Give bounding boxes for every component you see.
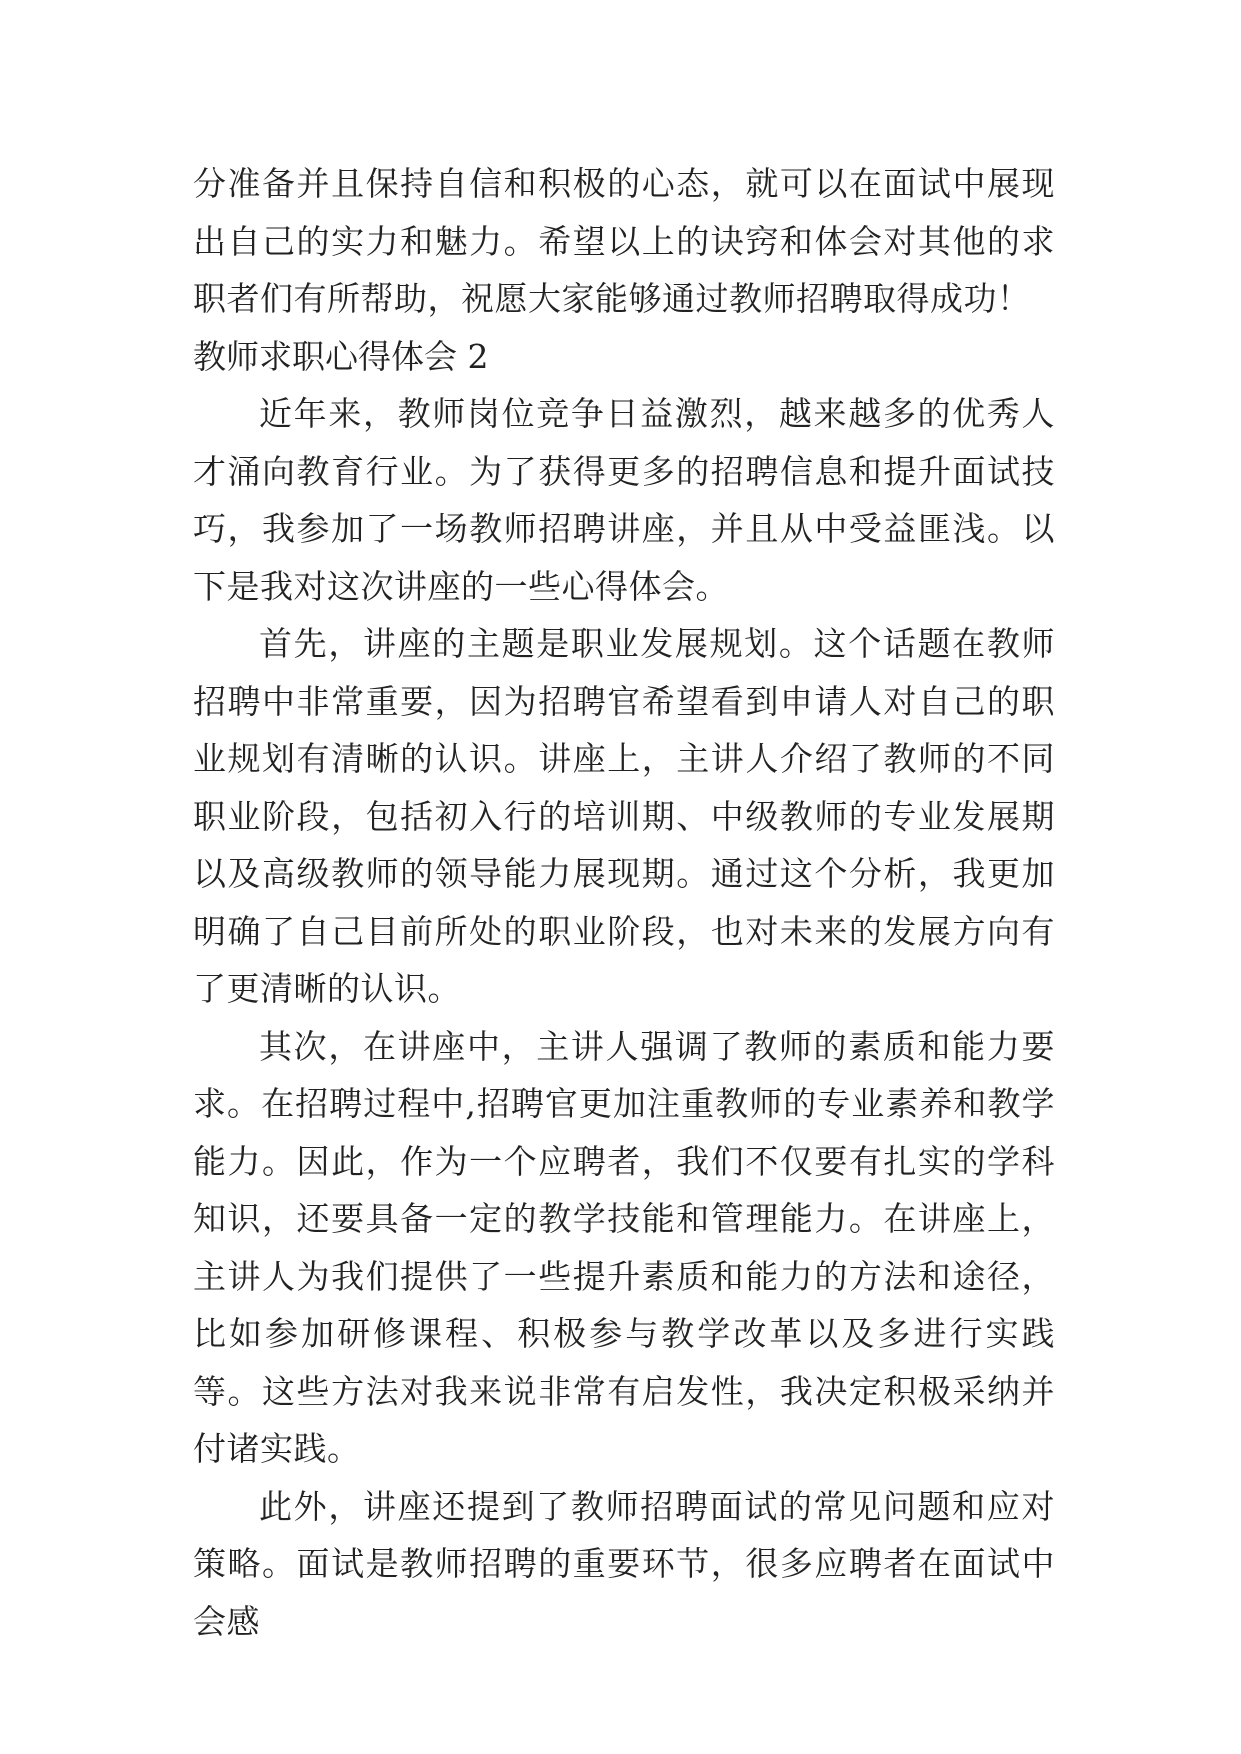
paragraph-continued: 分准备并且保持自信和积极的心态，就可以在面试中展现出自己的实力和魅力。希望以上的诀窍和体会对其他的求职者们有所帮助，祝愿大家能够通过教师招聘取得成功！ (193, 164, 1055, 318)
document-body (193, 155, 1055, 1650)
section-heading: 教师求职心得体会 2 (193, 336, 489, 376)
paragraph-third-point: 此外，讲座还提到了教师招聘面试的常见问题和应对策略。面试是教师招聘的重要环节，很多应聘者在面试中会感 (193, 1486, 1055, 1641)
paragraph-second-point: 其次，在讲座中，主讲人强调了教师的素质和能力要求。在招聘过程中,招聘官更加注重教师的专业素养和教学能力。因此，作为一个应聘者，我们不仅要有扎实的学科知识，还要具备一定的教学技能和管理能力。在讲座上，主讲人为我们提供了一些提升素质和能力的方法和途径，比如参加研修课程、积极参与教学改革以及多进行实践等。这些方法对我来说非常有启发性，我决定积极采纳并付诸实践。 (193, 1026, 1055, 1468)
paragraph-first-point: 首先，讲座的主题是职业发展规划。这个话题在教师招聘中非常重要，因为招聘官希望看到申请人对自己的职业规划有清晰的认识。讲座上，主讲人介绍了教师的不同职业阶段，包括初入行的培训期、中级教师的专业发展期以及高级教师的领导能力展现期。通过这个分析，我更加明确了自己目前所处的职业阶段，也对未来的发展方向有了更清晰的认识。 (193, 624, 1055, 1008)
paragraph-intro: 近年来，教师岗位竞争日益激烈，越来越多的优秀人才涌向教育行业。为了获得更多的招聘信息和提升面试技巧，我参加了一场教师招聘讲座，并且从中受益匪浅。以下是我对这次讲座的一些心得体会。 (193, 394, 1055, 606)
